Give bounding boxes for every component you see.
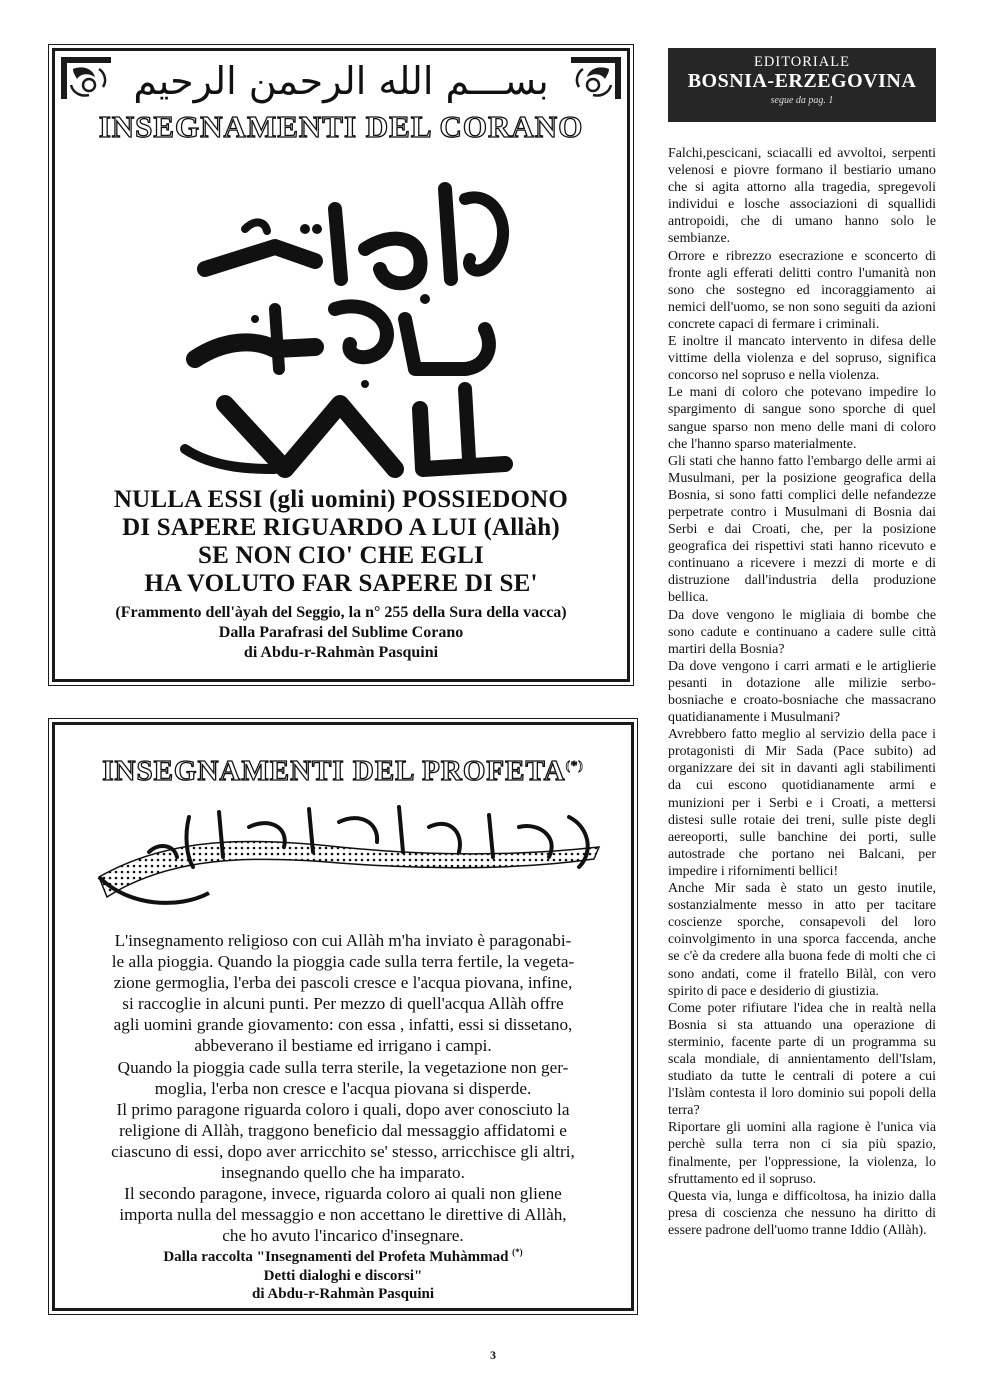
editorial-paragraph: E inoltre il mancato intervento in difesa delle vittime della violenza e del sopruso, significa concorso nel sopruso e nella violenza. [668,334,936,384]
hadith-line: abbeverano il bestiame ed irrigano i campi. [194,1036,492,1056]
basmala-calligraphy: بســـم الله الرحمن الرحيم [133,59,549,103]
hadith-line: moglia, l'erba non cresce e l'acqua piovana si disperde. [154,1078,532,1098]
editorial-paragraph: Orrore e ribrezzo esecrazione e sconcerto di fronte agli efferati delitti contro l'umanità non sono che sostegno ed incoraggiamento ai nemici dell'uomo, se non sono seguiti da azioni concrete capaci di fermare i criminali. [668,248,936,332]
hadith-source [55,1243,631,1304]
editorial-kicker: EDITORIALE [754,54,850,70]
editorial-paragraph: Avrebbero fatto meglio al servizio della pace i protagonisti di Mir Sada (Pace subito) ad organizzare dei sit in davanti agli stabilimenti da cui escono quotidianamente armi e munizioni per i Serbi e i Croati, a mettersi distesi sulle rotaie dei treni, sulle piste degli aereoporti, sulle banchine dei porti, sulle autostrade che portano nei Balcani, per impedire i rifornimenti bellici! [668,727,936,879]
quote-line: HA VOLUTO FAR SAPERE DI SE' [144,570,538,597]
hadith-text [69,930,617,1246]
editorial-paragraph: Gli stati che hanno fatto l'embargo delle armi ai Musulmani, per la posizione geografica della Bosnia, si sono fatti complici delle nefandezze perpetrate contro i Musulmani di Bosnia dai Serbi e dai Croati, che, per la posizione geografica dei rispettivi stati hanno ricevuto e continuano a ricevere i mezzi di morte e di distruzione dall'industria della produzione bellica. [668,453,936,606]
editorial-paragraph: Anche Mir sada è stato un gesto inutile, sostanzialmente messo in atto per tacitare coscienze sporche, consapevoli del loro coinvolgimento in una sporca faccenda, anche se c'è da credere alla buona fede di molti che ci sono andati, come il fratello Bilàl, con vero spirito di pace e desiderio di giustizia. [668,881,936,999]
editorial-paragraph: Falchi,pescicani, sciacalli ed avvoltoi, serpenti velenosi e piovre formano il bestiario umano che si agita attorno alla tragedia, spregevoli individui e losche associazioni di squallidi antropoidi, che di umano hanno solo le sembianze. [668,146,936,247]
editorial-header [668,48,936,122]
hadith-line: Quando la pioggia cade sulla terra sterile, la vegetazione non ger- [117,1057,569,1077]
editorial-paragraph: Le mani di coloro che potevano impedire lo spargimento di sangue sono sporche di quel sangue sparso non meno delle mani di coloro che l'hanno sparso materialmente. [668,385,936,452]
page-number: 3 [490,1348,496,1362]
hadith-line: importa nulla del messaggio e non accettano le direttive di Allàh, [119,1205,567,1225]
source-line: Detti dialoghi e discorsi" [263,1267,423,1284]
prophet-teachings-box [52,722,634,1311]
quran-box-title: INSEGNAMENTI DEL CORANO [98,109,584,144]
editorial-paragraph: Riportare gli uomini alla ragione è l'unica via perchè sulla terra non ci sia più spazio, finalmente, per l'oppressione, la violenza, lo sfruttamento ed il sopruso. [668,1120,936,1187]
source-line: di Abdu-r-Rahmàn Pasquini [243,644,439,661]
editorial-paragraph: Da dove vengono i carri armati e le artiglierie pesanti in dotazione alle milizie serbo-bosniache e croato-bosniache che massacrano quatidianamente i Musulmani? [668,658,936,726]
hadith-line: le alla pioggia. Quando la pioggia cade sulla terra fertile, la vegeta- [111,952,575,972]
hadith-line: religione di Allàh, traggono beneficio dal messaggio affidatomi e [119,1120,567,1140]
source-line: di Abdu-r-Rahmàn Pasquini [251,1286,434,1302]
hadith-line: si raccoglie in alcuni punti. Per mezzo di quell'acqua Allàh offre [122,994,564,1014]
prophet-box-title-text: INSEGNAMENTI DEL PROFETA [102,755,566,787]
footnote-mark: (*) [512,1247,523,1257]
hadith-line: ciascuno di essi, dopo aver arricchito se' stesso, arricchisce gli altri, [111,1141,575,1161]
quote-line: SE NON CIO' CHE EGLI [197,542,484,569]
quran-source [55,603,627,663]
hadith-line: insegnando quello che ha imparato. [221,1163,465,1183]
quote-line: NULLA ESSI (gli uomini) POSSIEDONO [113,486,569,513]
hadith-line: zione germoglia, l'erba dei pascoli cresce e l'acqua piovana, infine, [113,973,573,993]
hadith-line: che ho avuto l'incarico d'insegnare. [222,1226,464,1246]
editorial-paragraph: Questa via, lunga e difficoltosa, ha inizio dalla presa di coscienza che nessuno ha diritto di essere padrone dell'uomo tranne Iddio (Allàh). [668,1188,936,1238]
editorial-body [668,145,936,1239]
hadith-line: agli uomini grande giovamento: con essa , infatti, essi si dissetano, [113,1015,573,1035]
quote-line: DI SAPERE RIGUARDO A LUI (Allàh) [122,514,560,541]
editorial-title: BOSNIA-ERZEGOVINA [687,70,917,92]
hadith-line: Il secondo paragone, invece, riguarda coloro ai quali non gliene [124,1184,562,1204]
source-line-text: Dalla raccolta "Insegnamenti del Profeta Muhàmmad [163,1249,509,1265]
hadith-line: L'insegnamento religioso con cui Allàh m'ha inviato è paragonabi- [114,931,572,950]
prophet-box-title [55,755,631,788]
hadith-line: Il primo paragone riguarda coloro i quali, dopo aver conosciuto la [116,1099,570,1119]
arabic-calligraphy-hadith [89,797,609,917]
source-line: (Frammento dell'àyah del Seggio, la n° 255 della Sura della vacca) [115,604,567,621]
footnote-mark: (*) [565,757,584,773]
editorial-paragraph: Da dove vengono le migliaia di bombe che sono cadute e continuano a cadere sulle città martiri della Bosnia? [668,607,936,657]
editorial-paragraph: Come poter rifiutare l'idea che in realtà nella Bosnia si sta attuando una operazione di sterminio, facente parte di un programma su scala mondiale, di annientamento dell'Islam, studiato da tutte le centrali di potere a cui l'Islàm contesta il loro dominio sui popoli della terra? [668,1000,936,1119]
arabic-calligraphy-quran [165,169,525,479]
source-line: Dalla Parafrasi del Sublime Corano [218,624,464,641]
quran-teachings-box [52,48,630,682]
quran-quote [55,486,627,598]
source-line [55,1243,631,1267]
editorial-continued-note: segue da pag. 1 [770,95,834,106]
